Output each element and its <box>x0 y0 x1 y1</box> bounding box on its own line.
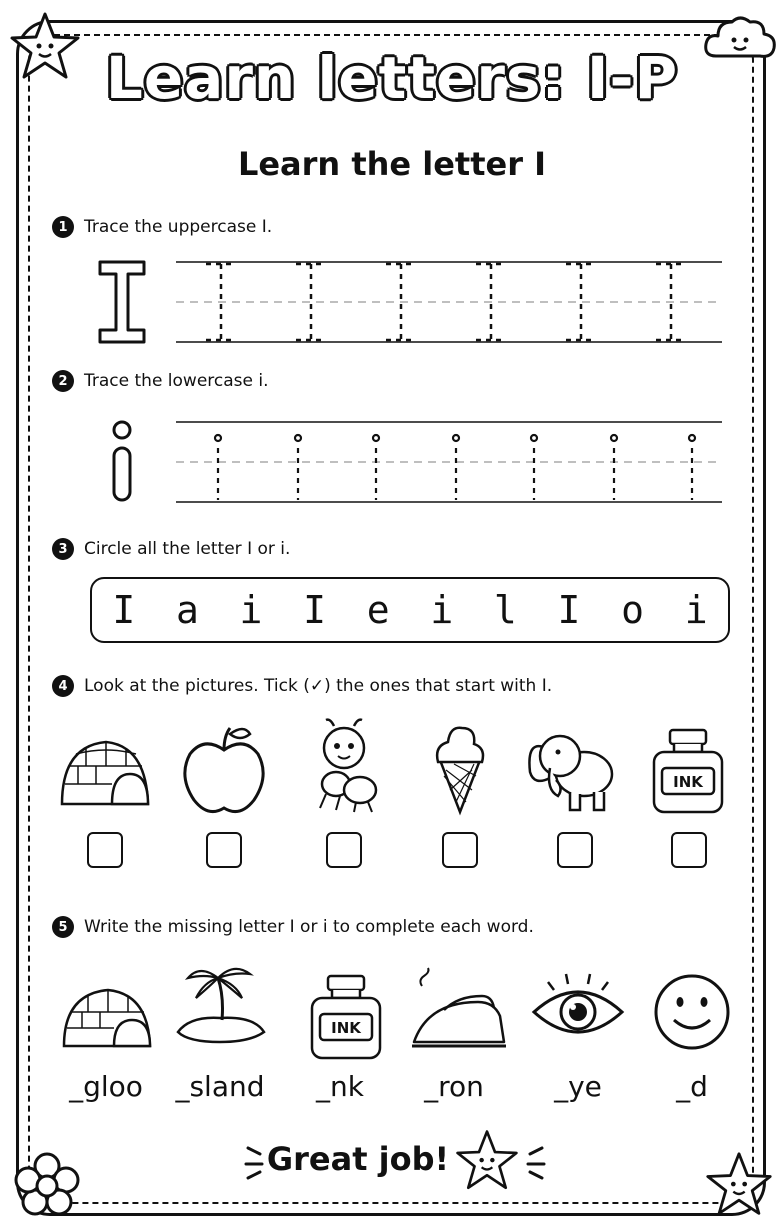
missing-letter-word[interactable]: _ye <box>554 1070 602 1103</box>
step-5 <box>52 916 534 938</box>
letter-option[interactable]: e <box>366 588 390 632</box>
footer-message: Great job! <box>266 1140 450 1178</box>
letter-option[interactable]: o <box>621 588 644 632</box>
step-instruction: Trace the uppercase I. <box>84 217 273 237</box>
smiley-icon <box>642 962 742 1062</box>
tick-box-ant[interactable] <box>326 832 362 868</box>
ink-bottle-icon <box>638 720 738 820</box>
missing-letter-word[interactable]: _nk <box>316 1070 364 1103</box>
tick-box-igloo[interactable] <box>87 832 123 868</box>
tick-box-apple[interactable] <box>206 832 242 868</box>
lowercase-trace-lines[interactable] <box>176 418 722 506</box>
letter-option[interactable]: i <box>430 588 454 632</box>
step-instruction: Trace the lowercase i. <box>84 371 269 391</box>
uppercase-trace-lines[interactable] <box>176 258 722 346</box>
island-icon <box>170 956 270 1056</box>
tick-box-elephant[interactable] <box>557 832 593 868</box>
step-instruction: Write the missing letter I or i to complete each word. <box>84 917 534 937</box>
step-number: 2 <box>52 370 74 392</box>
step-instruction: Circle all the letter I or i. <box>84 539 291 559</box>
step-number: 4 <box>52 675 74 697</box>
letter-option[interactable]: I <box>303 588 327 632</box>
letter-option[interactable]: i <box>684 588 708 632</box>
letter-option[interactable]: i <box>239 588 263 632</box>
step-1 <box>52 216 272 238</box>
igloo-icon <box>58 960 158 1060</box>
missing-letter-word[interactable]: _ron <box>424 1070 484 1103</box>
star-icon <box>454 1128 520 1194</box>
step-3 <box>52 538 290 560</box>
step-number: 5 <box>52 916 74 938</box>
step-instruction: Look at the pictures. Tick (✓) the ones that start with I. <box>84 676 553 696</box>
letter-option[interactable]: l <box>493 588 517 632</box>
section-heading: Learn the letter I <box>237 145 547 183</box>
eye-icon <box>528 962 628 1062</box>
page-title: Learn letters: I-P <box>105 44 679 112</box>
letter-option[interactable]: I <box>557 588 581 632</box>
ant-icon <box>296 716 396 816</box>
iron-icon <box>408 966 508 1066</box>
tick-box-ink[interactable] <box>671 832 707 868</box>
step-number: 3 <box>52 538 74 560</box>
step-4 <box>52 675 552 697</box>
elephant-icon <box>520 716 620 816</box>
ice-cream-icon <box>410 716 510 816</box>
step-number: 1 <box>52 216 74 238</box>
ink-bottle-icon <box>296 966 396 1066</box>
missing-letter-word[interactable]: _sland <box>175 1070 265 1103</box>
missing-letter-word[interactable]: _d <box>676 1070 708 1103</box>
tick-box-ice-cream[interactable] <box>442 832 478 868</box>
lowercase-i-model <box>106 418 138 506</box>
step-2 <box>52 370 269 392</box>
uppercase-i-model <box>96 258 148 346</box>
letter-option[interactable]: I <box>112 588 136 632</box>
ink-label: INK <box>673 773 703 791</box>
ink-label: INK <box>331 1019 361 1037</box>
letter-option[interactable]: a <box>175 588 199 632</box>
sparkle-lines-icon <box>520 1142 550 1184</box>
missing-letter-word[interactable]: _gloo <box>69 1070 143 1103</box>
letter-circle-row <box>90 577 730 643</box>
igloo-icon <box>56 716 156 816</box>
apple-icon <box>174 720 274 820</box>
